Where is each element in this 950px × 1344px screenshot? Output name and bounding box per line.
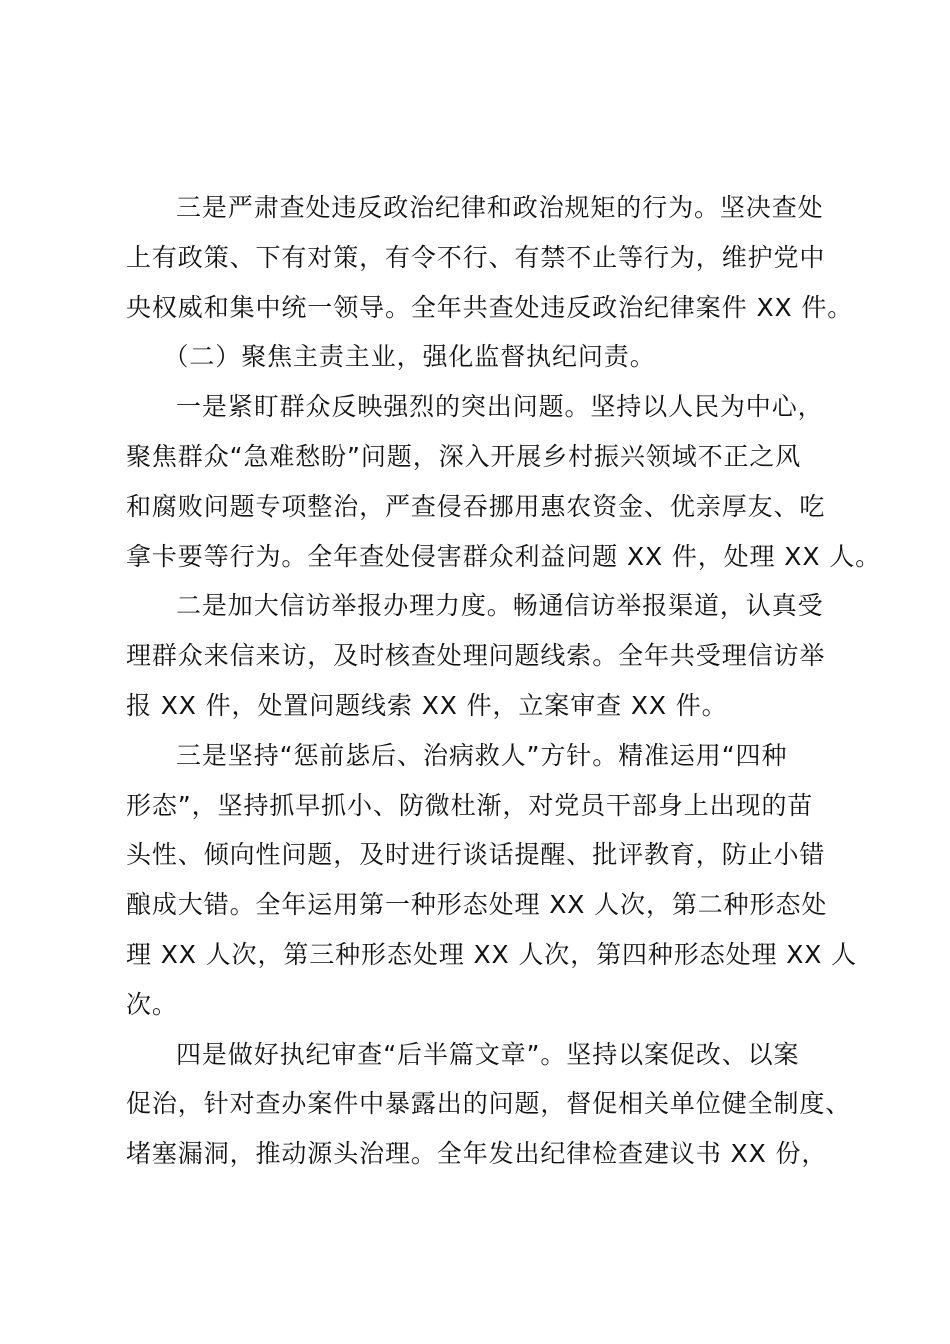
text-line: 二是加大信访举报办理力度。畅通信访举报渠道，认真受	[176, 591, 824, 621]
text-line: 形态”，坚持抓早抓小、防微杜渐，对党员干部身上出现的苗	[126, 790, 814, 820]
text-line: 次。	[126, 989, 178, 1019]
text-line: 三是坚持“惩前毖后、治病救人”方针。精准运用“四种	[176, 740, 788, 770]
text-line: 央权威和集中统一领导。全年共查处违反政治纪律案件 XX 件。	[126, 292, 854, 322]
paragraph-political-discipline	[126, 183, 854, 332]
paragraph-four-forms	[126, 731, 858, 1030]
paragraph-follow-up	[126, 1030, 852, 1179]
text-line: 三是严肃查处违反政治纪律和政治规矩的行为。坚决查处	[176, 193, 824, 222]
text-line: 四是做好执纪审查“后半篇文章”。坚持以案促改、以案	[176, 1039, 800, 1069]
paragraph-petitions	[126, 581, 838, 730]
text-line: 拿卡要等行为。全年查处侵害群众利益问题 XX 件，处理 XX 人。	[126, 541, 881, 571]
text-line: 报 XX 件，处置问题线索 XX 件，立案审查 XX 件。	[126, 690, 728, 720]
text-line: 理群众来信来访，及时核查处理问题线索。全年共受理信访举	[126, 641, 826, 671]
text-line: 聚焦群众“急难愁盼”问题，深入开展乡村振兴领域不正之风	[126, 441, 802, 471]
text-line: 堵塞漏洞，推动源头治理。全年发出纪律检查建议书 XX 份，	[126, 1139, 828, 1169]
heading-line: （二）聚焦主责主业，强化监督执纪问责。	[163, 342, 656, 372]
text-line: 和腐败问题专项整治，严查侵吞挪用惠农资金、优亲厚友、吃	[126, 491, 826, 521]
document-body	[126, 183, 881, 1179]
text-line: 理 XX 人次，第三种形态处理 XX 人次，第四种形态处理 XX 人	[126, 939, 858, 969]
section-heading	[126, 332, 838, 382]
text-line: 酿成大错。全年运用第一种形态处理 XX 人次，第二种形态处	[126, 890, 828, 920]
text-line: 促治，针对查办案件中暴露出的问题，督促相关单位健全制度、	[126, 1089, 852, 1119]
text-line: 一是紧盯群众反映强烈的突出问题。坚持以人民为中心，	[176, 392, 824, 422]
paragraph-mass-issues	[126, 382, 881, 581]
text-line: 头性、倾向性问题，及时进行谈话提醒、批评教育，防止小错	[126, 840, 826, 870]
text-line: 上有政策、下有对策，有令不行、有禁不止等行为，维护党中	[126, 242, 826, 272]
